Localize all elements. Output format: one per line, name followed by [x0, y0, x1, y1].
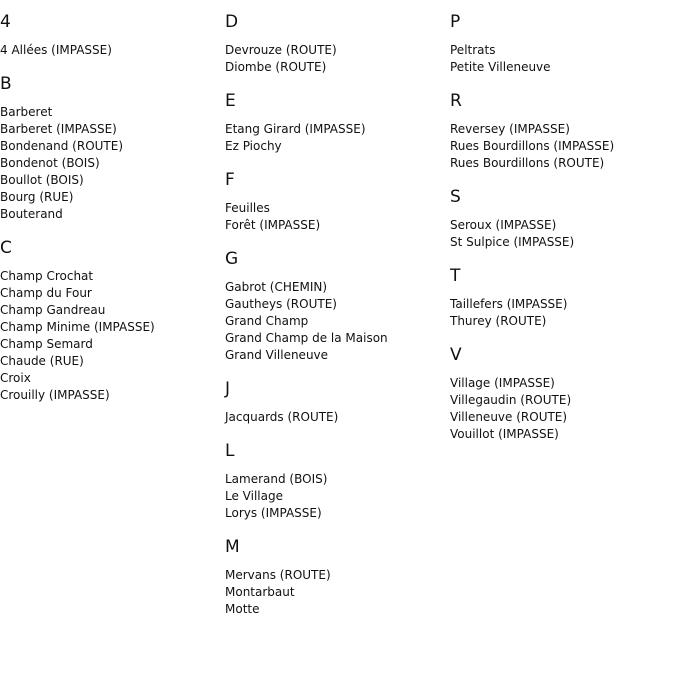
street-link[interactable]: Thurey (ROUTE) — [450, 314, 547, 328]
letter-heading: C — [0, 238, 12, 258]
letter-group — [225, 379, 445, 426]
street-link[interactable]: Champ Crochat — [0, 269, 94, 283]
letter-heading: L — [225, 441, 235, 461]
letter-group — [225, 91, 445, 155]
street-list — [225, 42, 445, 76]
letter-group — [450, 187, 670, 251]
street-link[interactable]: Villegaudin (ROUTE) — [450, 393, 572, 407]
street-link[interactable]: Forêt (IMPASSE) — [225, 218, 321, 232]
street-link[interactable]: Rues Bourdillons (ROUTE) — [450, 156, 605, 170]
letter-group — [450, 266, 670, 330]
letter-heading: E — [225, 91, 236, 111]
letter-heading: J — [225, 379, 231, 399]
street-list — [450, 217, 670, 251]
street-list — [225, 409, 445, 426]
street-list — [450, 296, 670, 330]
letter-group — [0, 74, 220, 223]
index-column-1 — [0, 12, 220, 419]
street-link[interactable]: Taillefers (IMPASSE) — [450, 297, 568, 311]
letter-heading: T — [450, 266, 461, 286]
letter-heading: F — [225, 170, 235, 190]
street-link[interactable]: Jacquards (ROUTE) — [225, 410, 339, 424]
letter-group — [450, 12, 670, 76]
letter-group — [225, 249, 445, 364]
letter-heading: D — [225, 12, 239, 32]
letter-heading: P — [450, 12, 461, 32]
street-link[interactable]: Boullot (BOIS) — [0, 173, 84, 187]
letter-group — [450, 91, 670, 172]
street-link[interactable]: Ez Piochy — [225, 139, 282, 153]
letter-group — [225, 170, 445, 234]
street-link[interactable]: Villeneuve (ROUTE) — [450, 410, 568, 424]
street-list — [0, 104, 220, 223]
street-link[interactable]: Grand Villeneuve — [225, 348, 329, 362]
street-link[interactable]: Bouterand — [0, 207, 63, 221]
street-list — [225, 121, 445, 155]
street-list — [0, 268, 220, 404]
street-link[interactable]: Vouillot (IMPASSE) — [450, 427, 559, 441]
street-list — [225, 200, 445, 234]
street-list — [450, 42, 670, 76]
street-link[interactable]: Gautheys (ROUTE) — [225, 297, 337, 311]
letter-heading: S — [450, 187, 461, 207]
street-link[interactable]: Grand Champ — [225, 314, 309, 328]
street-link[interactable]: Crouilly (IMPASSE) — [0, 388, 110, 402]
street-link[interactable]: Chaude (RUE) — [0, 354, 84, 368]
street-link[interactable]: Gabrot (CHEMIN) — [225, 280, 328, 294]
street-link[interactable]: Montarbaut — [225, 585, 295, 599]
letter-heading: B — [0, 74, 12, 94]
index-column-2 — [225, 12, 445, 633]
street-link[interactable]: Champ Semard — [0, 337, 93, 351]
street-link[interactable]: St Sulpice (IMPASSE) — [450, 235, 575, 249]
letter-group — [0, 238, 220, 404]
street-list — [225, 471, 445, 522]
street-link[interactable]: Champ Gandreau — [0, 303, 106, 317]
street-link[interactable]: Peltrats — [450, 43, 496, 57]
street-link[interactable]: Bondenand (ROUTE) — [0, 139, 124, 153]
street-list — [450, 121, 670, 172]
street-link[interactable]: Mervans (ROUTE) — [225, 568, 331, 582]
street-link[interactable]: Motte — [225, 602, 260, 616]
street-link[interactable]: Village (IMPASSE) — [450, 376, 555, 390]
street-link[interactable]: Barberet — [0, 105, 53, 119]
street-link[interactable]: Reversey (IMPASSE) — [450, 122, 570, 136]
street-link[interactable]: Champ du Four — [0, 286, 92, 300]
letter-heading: R — [450, 91, 462, 111]
street-list — [225, 567, 445, 618]
letter-group — [450, 345, 670, 443]
street-list — [0, 42, 220, 59]
street-link[interactable]: Bourg (RUE) — [0, 190, 74, 204]
street-link[interactable]: Lamerand (BOIS) — [225, 472, 328, 486]
street-link[interactable]: Le Village — [225, 489, 283, 503]
street-link[interactable]: Lorys (IMPASSE) — [225, 506, 322, 520]
letter-heading: 4 — [0, 12, 11, 32]
street-link[interactable]: Feuilles — [225, 201, 270, 215]
street-link[interactable]: Devrouze (ROUTE) — [225, 43, 337, 57]
letter-group — [225, 12, 445, 76]
letter-group — [0, 12, 220, 59]
street-link[interactable]: Bondenot (BOIS) — [0, 156, 100, 170]
street-link[interactable]: Champ Minime (IMPASSE) — [0, 320, 155, 334]
letter-heading: G — [225, 249, 239, 269]
street-link[interactable]: Rues Bourdillons (IMPASSE) — [450, 139, 615, 153]
letter-heading: M — [225, 537, 240, 557]
letter-heading: V — [450, 345, 462, 365]
street-link[interactable]: Grand Champ de la Maison — [225, 331, 388, 345]
street-link[interactable]: Croix — [0, 371, 31, 385]
street-link[interactable]: Diombe (ROUTE) — [225, 60, 327, 74]
street-link[interactable]: Petite Villeneuve — [450, 60, 551, 74]
letter-group — [225, 441, 445, 522]
letter-group — [225, 537, 445, 618]
street-list — [450, 375, 670, 443]
street-link[interactable]: Etang Girard (IMPASSE) — [225, 122, 366, 136]
street-link[interactable]: 4 Allées (IMPASSE) — [0, 43, 112, 57]
street-list — [225, 279, 445, 364]
street-link[interactable]: Seroux (IMPASSE) — [450, 218, 557, 232]
street-link[interactable]: Barberet (IMPASSE) — [0, 122, 117, 136]
index-column-3 — [450, 12, 670, 458]
